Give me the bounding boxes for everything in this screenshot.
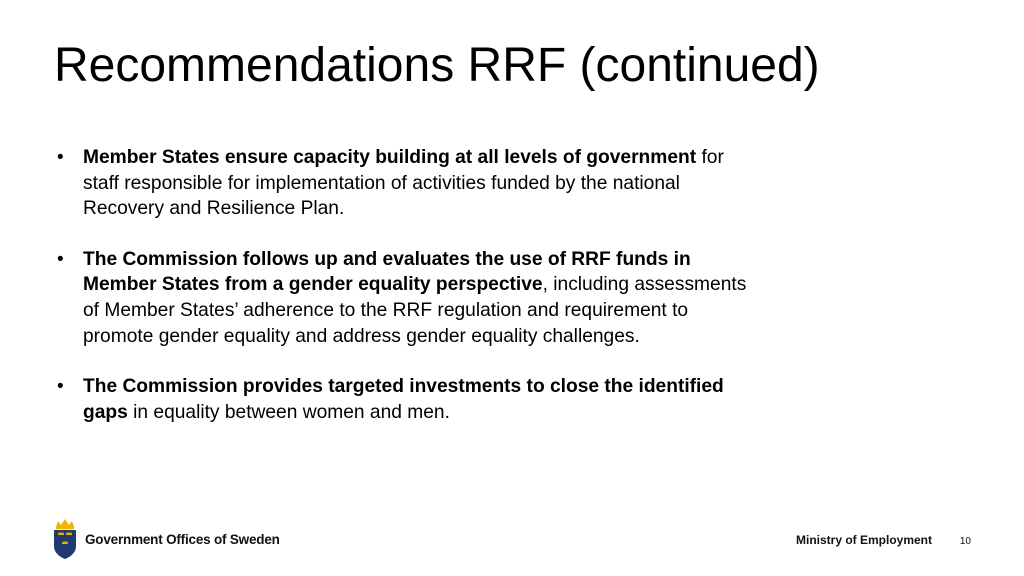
bullet-list: [57, 145, 763, 450]
page-number: 10: [959, 536, 971, 547]
bullet-marker: •: [57, 147, 64, 168]
bullet-marker: •: [57, 248, 64, 270]
bullet-bold-text: The Commission follows up and evaluates the use of RRF funds in Member States from a gender equality perspective: [83, 248, 691, 296]
bullet-item: [57, 374, 763, 425]
bullet-item: [57, 145, 763, 222]
footer-organization: Government Offices of Sweden: [85, 532, 280, 547]
bullet-bold-text: The Commission provides targeted investments to close the identified gaps: [83, 376, 724, 423]
bullet-marker: •: [57, 376, 64, 398]
footer-ministry: Ministry of Employment: [795, 533, 932, 547]
bullet-text: in equality between women and men.: [127, 401, 450, 423]
bullet-bold-text: Member States ensure capacity building at all levels of government: [83, 147, 697, 168]
bullet-text: , including assessments of Member States’ adherence to the RRF regulation and requirement to promote gender equality and address gender equality challenges.: [83, 274, 747, 347]
bullet-item: [57, 247, 763, 349]
slide-title: Recommendations RRF (continued): [54, 39, 820, 92]
swedish-three-crowns-emblem-icon: [52, 518, 78, 560]
bullet-text: for staff responsible for implementation of activities funded by the national Recovery and Resilience Plan.: [83, 147, 724, 220]
